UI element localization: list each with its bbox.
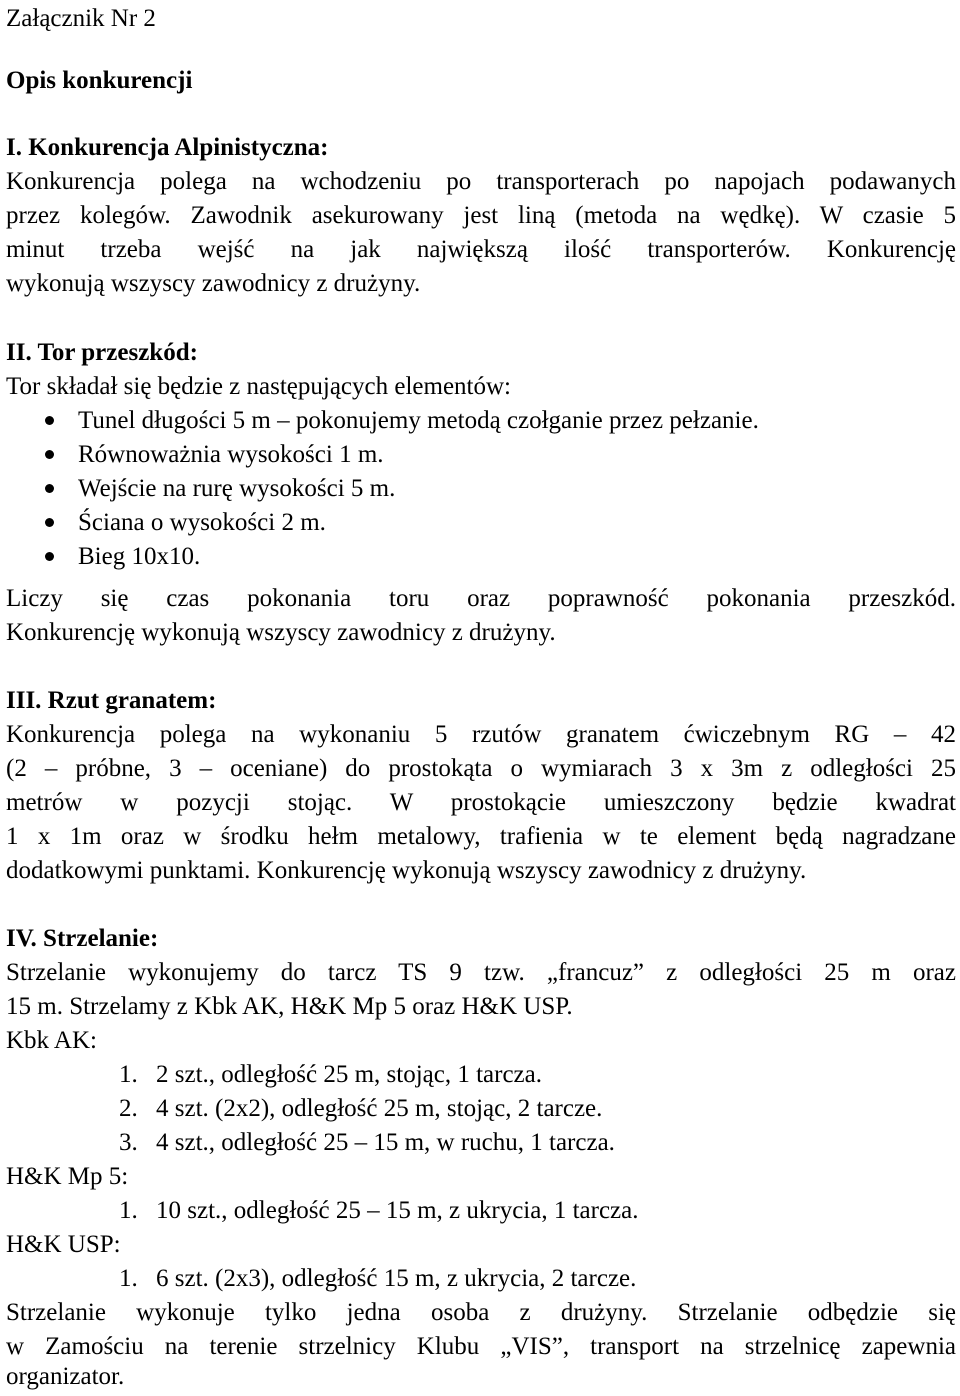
paragraph-line: minut trzeba wejść na jak największą ilość transporterów. Konkurencję — [6, 236, 956, 263]
list-number: 3. — [119, 1129, 138, 1156]
list-number: 1. — [119, 1061, 138, 1088]
paragraph-line: Liczy się czas pokonania toru oraz poprawność pokonania przeszkód. — [6, 585, 956, 612]
list-item: Tunel długości 5 m – pokonujemy metodą czołganie przez pełzanie. — [78, 407, 759, 434]
attachment-label: Załącznik Nr 2 — [6, 5, 156, 32]
weapon-label: H&K Mp 5: — [6, 1163, 129, 1190]
list-item: 6 szt. (2x3), odległość 15 m, z ukrycia, 2 tarcze. — [156, 1265, 637, 1292]
paragraph-line: dodatkowymi punktami. Konkurencję wykonują wszyscy zawodnicy z drużyny. — [6, 857, 807, 884]
page-title: Opis konkurencji — [6, 67, 193, 94]
paragraph-line: Tor składał się będzie z następujących elementów: — [6, 373, 511, 400]
paragraph-line: Strzelanie wykonujemy do tarcz TS 9 tzw. „francuz” z odległości 25 m oraz — [6, 959, 956, 986]
list-item: 4 szt. (2x2), odległość 25 m, stojąc, 2 tarcze. — [156, 1095, 603, 1122]
list-item: 10 szt., odległość 25 – 15 m, z ukrycia, 1 tarcza. — [156, 1197, 639, 1224]
paragraph-line: wykonują wszyscy zawodnicy z drużyny. — [6, 270, 421, 297]
list-item: 4 szt., odległość 25 – 15 m, w ruchu, 1 tarcza. — [156, 1129, 615, 1156]
list-item: Ściana o wysokości 2 m. — [78, 509, 326, 536]
bullet-dot — [45, 484, 54, 493]
paragraph-line: 1 x 1m oraz w środku hełm metalowy, trafienia w te element będą nagradzane — [6, 823, 956, 850]
list-number: 1. — [119, 1265, 138, 1292]
section-heading-1: I. Konkurencja Alpinistyczna: — [6, 134, 329, 161]
list-item: Bieg 10x10. — [78, 543, 201, 570]
list-item: 2 szt., odległość 25 m, stojąc, 1 tarcza. — [156, 1061, 542, 1088]
bullet-dot — [45, 552, 54, 561]
paragraph-line: Konkurencję wykonują wszyscy zawodnicy z drużyny. — [6, 619, 556, 646]
paragraph-line: przez kolegów. Zawodnik asekurowany jest liną (metoda na wędkę). W czasie 5 — [6, 202, 956, 229]
list-item: Wejście na rurę wysokości 5 m. — [78, 475, 396, 502]
bullet-dot — [45, 450, 54, 459]
section-heading-4: IV. Strzelanie: — [6, 925, 159, 952]
list-number: 1. — [119, 1197, 138, 1224]
paragraph-line: (2 – próbne, 3 – oceniane) do prostokąta o wymiarach 3 x 3m z odległości 25 — [6, 755, 956, 782]
paragraph-line: Strzelanie wykonuje tylko jedna osoba z drużyny. Strzelanie odbędzie się — [6, 1299, 956, 1326]
weapon-label: Kbk AK: — [6, 1027, 97, 1054]
section-heading-2: II. Tor przeszkód: — [6, 339, 198, 366]
weapon-label: H&K USP: — [6, 1231, 121, 1258]
paragraph-line: Konkurencja polega na wykonaniu 5 rzutów granatem ćwiczebnym RG – 42 — [6, 721, 956, 748]
paragraph-line: metrów w pozycji stojąc. W prostokącie umieszczony będzie kwadrat — [6, 789, 956, 816]
paragraph-line: organizator. — [6, 1363, 125, 1390]
bullet-dot — [45, 416, 54, 425]
paragraph-line: Konkurencja polega na wchodzeniu po transporterach po napojach podawanych — [6, 168, 956, 195]
section-heading-3: III. Rzut granatem: — [6, 687, 217, 714]
list-number: 2. — [119, 1095, 138, 1122]
paragraph-line: w Zamościu na terenie strzelnicy Klubu „VIS”, transport na strzelnicę zapewnia — [6, 1333, 956, 1360]
paragraph-line: 15 m. Strzelamy z Kbk AK, H&K Mp 5 oraz H&K USP. — [6, 993, 573, 1020]
list-item: Równoważnia wysokości 1 m. — [78, 441, 384, 468]
bullet-dot — [45, 518, 54, 527]
